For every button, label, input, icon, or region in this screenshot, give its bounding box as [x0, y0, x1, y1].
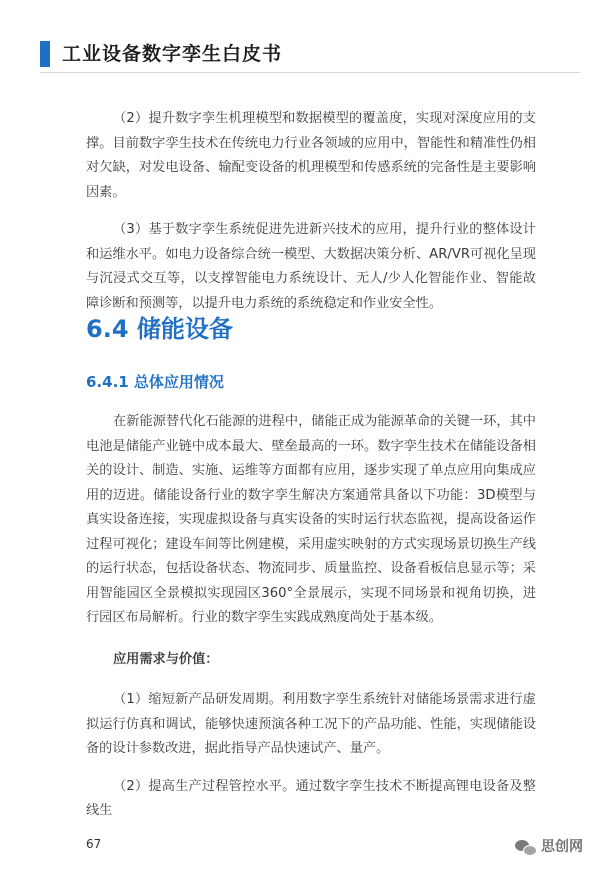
- paragraph-need-1: （1）缩短新产品研发周期。利用数字孪生系统针对储能场景需求进行虚拟运行仿真和调试，能够快速预演各种工况下的产品功能、性能，实现储能设备的设计参数改进，据此指导产品快速试产、量产。: [86, 692, 536, 756]
- paragraph-main: 在新能源替代化石能源的进程中，储能正成为能源革命的关键一环，其中电池是储能产业链中成本最大、壁垒最高的一环。数字孪生技术在储能设备相关的设计、制造、实施、运维等方面都有应用，逐步实现了单点应用向集成应用的迈进。储能设备行业的数字孪生解决方案通常具备以下功能：3D模型与真实设备连接，实现虚拟设备与真实设备的实时运行状态监视，提高设备运作过程可视化；建设车间等比例建模，采用虚实映射的方式实现场景切换生产线的运行状态，包括设备状态、物流同步、质量监控、设备看板信息显示等；采用智能园区全景模拟实现园区360°全景展示，实现不同场景和视角切换，进行园区布局解析。行业的数字孪生实践成熟度尚处于基本级。: [86, 414, 536, 625]
- needs-value-subheading: 应用需求与价值：: [113, 652, 219, 667]
- header-divider: [40, 72, 580, 73]
- paragraph-need-2: （2）提高生产过程管控水平。通过数字孪生技术不断提高锂电设备及整线生: [86, 778, 536, 818]
- source-badge: [515, 838, 583, 856]
- paragraph-item-3: （3）基于数字孪生系统促进先进新兴技术的应用，提升行业的整体设计和运维水平。如电力设备综合统一模型、大数据决策分析、AR/VR可视化呈现与沉浸式交互等，以支撑智能电力系统设计、无人/少人化智能作业、智能故障诊断和预测等，以提升电力系统的系统稳定和作业安全性。: [86, 222, 536, 311]
- section-heading: 6.4 储能设备: [86, 315, 233, 343]
- paragraph-block-top: [86, 107, 536, 316]
- source-name: 思创网: [541, 839, 583, 855]
- paragraph-item-2: （2）提升数字孪生机理模型和数据模型的覆盖度，实现对深度应用的支撑。目前数字孪生技术在传统电力行业各领域的应用中，智能性和精准性仍相对欠缺，对发电设备、输配变设备的机理模型和传感系统的完备性是主要影响因素。: [86, 111, 536, 200]
- wechat-icon: [515, 838, 537, 856]
- paragraph-block-bottom: [86, 688, 536, 824]
- header-accent-bar: [40, 41, 50, 67]
- paragraph-block-main: [86, 410, 536, 631]
- page-number: 67: [86, 837, 102, 851]
- subsection-heading: 6.4.1 总体应用情况: [86, 373, 224, 391]
- page-header-title: 工业设备数字孪生白皮书: [62, 43, 283, 65]
